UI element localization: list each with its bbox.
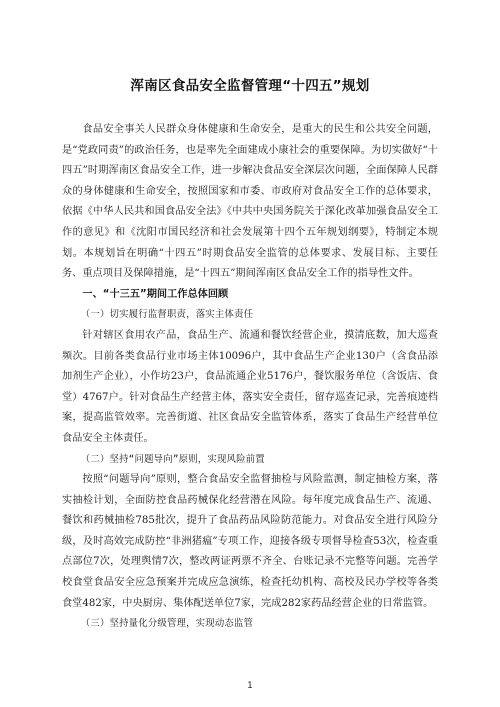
document-body: [62, 120, 438, 635]
subsection-heading: （一）切实履行监督职责，落实主体责任: [80, 309, 254, 321]
body-paragraph: 按照“问题导向”原则，整合食品安全监督抽检与风险监测，制定抽检方案，落实抽检计划，全面防控食品药械保化经营潜在风险。每年度完成食品生产、流通、餐饮和药械抽检785批次，提升了食品药品风险防范能力。对食品安全进行风险分级，及时高效完成防控“非洲猪瘟”专项工作，迎接各级专项督导检查53次，检查重点部位7次，处理舆情7次，整改两证两票不齐全、台账记录不完整等问题。完善学校食堂食品安全应急预案并完成应急演练，检查托幼机构、高校及民办学校等各类食堂482家，中央厨房、集体配送单位7家，完成282家药品经营企业的日常监管。: [62, 474, 438, 609]
page-number: 1: [247, 681, 253, 691]
subsection-heading: （二）坚持“问题导向”原则，实现风险前置: [80, 453, 265, 465]
document-title: 浑南区食品安全监督管理“十四五”规划: [130, 78, 370, 94]
subsection-heading: （三）坚持量化分级管理，实现动态监管: [80, 618, 254, 630]
body-paragraph: 针对辖区食用农产品，食品生产、流通和餐饮经营企业，摸清底数，加大巡查频次。目前各类食品行业市场主体10096户，其中食品生产企业130户（含食品添加剂生产企业），小作坊23户，食品流通企业5176户，餐饮服务单位（含饭店、食堂）4767户。针对食品生产经营主体，落实安全责任，留存巡查记录，完善痕迹档案，提高监管效率。完善街道、社区食品安全监管体系，落实了食品生产经营单位食品安全主体责任。: [62, 329, 438, 444]
intro-paragraph: 食品安全事关人民群众身体健康和生命安全，是重大的民生和公共安全问题，是“党政同责”的政治任务，也是率先全面建成小康社会的重要保障。为切实做好“十四五”时期浑南区食品安全工作，进一步解决食品安全深层次问题，全面保障人民群众的身体健康和生命安全，按照国家和市委、市政府对食品安全工作的总体要求，依据《中华人民共和国食品安全法》《中共中央国务院关于深化改革加强食品安全工作的意见》和《沈阳市国民经济和社会发展第十四个五年规划纲要》，特制定本规划。本规划旨在明确“十四五”时期食品安全监管的总体要求、发展目标、主要任务、重点项目及保障措施，是“十四五”期间浑南区食品安全工作的指导性文件。: [62, 124, 438, 280]
section-heading: 一、“十三五”期间工作总体回顾: [82, 288, 229, 300]
